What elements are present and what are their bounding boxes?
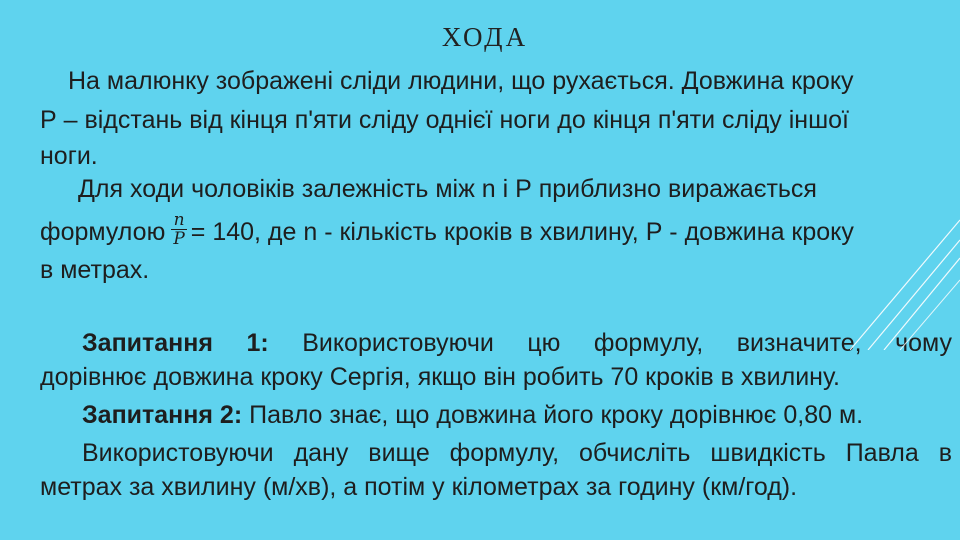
- question-1-text-1: Використовуючи цю формулу, визначите, чому: [302, 329, 952, 357]
- formula-suffix: = 140, де n - кількість кроків в хвилину, Р - довжина кроку: [190, 218, 854, 246]
- intro-paragraph: [40, 62, 952, 172]
- decorative-lines: [850, 200, 960, 350]
- formula-line-2: [40, 209, 952, 255]
- question-1: [40, 324, 952, 392]
- question-1-line-2: дорівнює довжина кроку Сергія, якщо він робить 70 кроків в хвилину.: [40, 363, 840, 391]
- slide-title: ХОДА: [441, 22, 529, 52]
- question-2-line-1: [40, 396, 952, 434]
- formula-paragraph: [40, 170, 952, 285]
- intro-line-2: Р – відстань від кінця п'яти сліду однієї ноги до кінця п'яти сліду іншої: [40, 106, 849, 134]
- question-2-line-2: Використовуючи дану вище формулу, обчисліть швидкість Павла в: [82, 439, 952, 467]
- question-2: [40, 396, 952, 502]
- question-2-text-1: Павло знає, що довжина його кроку дорівнює 0,80 м.: [249, 401, 864, 429]
- fraction-denominator: P: [173, 228, 185, 249]
- formula-line-1: Для ходи чоловіків залежність між n і Р приблизно виражається: [78, 175, 817, 203]
- question-1-line-1: [40, 324, 952, 362]
- question-1-label: Запитання 1:: [82, 329, 269, 357]
- intro-line-1: На малюнку зображені сліди людини, що рухається. Довжина кроку: [68, 67, 854, 95]
- formula-prefix: формулою: [40, 218, 166, 246]
- intro-line-3: ноги.: [40, 142, 98, 170]
- question-2-line-3: метрах за хвилину (м/хв), а потім у кілометрах за годину (км/год).: [40, 473, 798, 501]
- formula-fraction: [171, 211, 186, 248]
- question-2-label: Запитання 2:: [82, 401, 243, 429]
- fraction-numerator: n: [171, 211, 186, 230]
- formula-line-3: в метрах.: [40, 256, 150, 284]
